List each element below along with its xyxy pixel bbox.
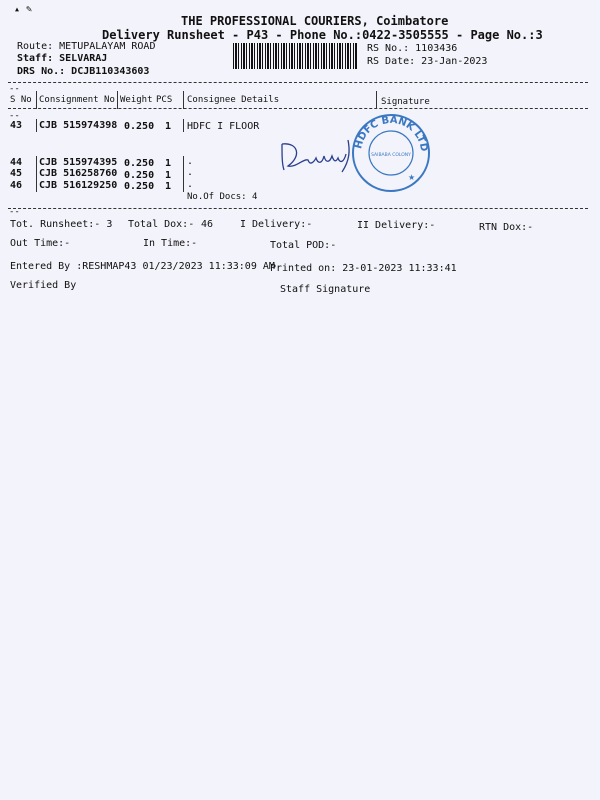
divider-top [8, 82, 588, 83]
col-sep [36, 156, 37, 192]
no-of-docs: No.Of Docs: 4 [187, 192, 258, 202]
divider-header [8, 108, 588, 109]
in-time: In Time:- [143, 238, 198, 249]
dash-marker: -- [9, 84, 20, 94]
table-row-consignee: HDFC I FLOOR [187, 121, 260, 132]
staff-label: Staff: SELVARAJ [17, 53, 108, 64]
col-sep [36, 119, 37, 132]
i-delivery: I Delivery:- [240, 219, 313, 230]
out-time: Out Time:- [10, 238, 71, 249]
rs-date: RS Date: 23-Jan-2023 [367, 56, 488, 67]
col-sep [36, 91, 37, 109]
header-pcs: PCS [156, 95, 173, 105]
svg-text:HDFC BANK LTD [353, 115, 429, 153]
runsheet-title: Delivery Runsheet - P43 - Phone No.:0422-3505555 - Page No.:3 [102, 28, 543, 42]
divider-bottom [8, 208, 588, 209]
col-sep [183, 91, 184, 109]
table-row-consignee: . [187, 179, 194, 190]
route-label: Route: METUPALAYAM ROAD [17, 41, 156, 52]
header-weight: Weight [120, 95, 153, 105]
ii-delivery: II Delivery:- [357, 220, 436, 231]
tot-runsheet: Tot. Runsheet:- 3 [10, 219, 113, 230]
table-row-consignment: CJB 515974398 [39, 120, 118, 131]
entered-by: Entered By :RESHMAP43 01/23/2023 11:33:09 AM [10, 261, 275, 272]
verified-by: Verified By [10, 280, 77, 291]
table-row-sno: 43 [10, 120, 23, 131]
table-row-weight: 0.250 [124, 158, 155, 169]
header-sno: S No [10, 95, 32, 105]
table-row-consignee: . [187, 156, 194, 167]
table-row-sno: 45 [10, 168, 23, 179]
table-row-pcs: 1 [165, 181, 172, 192]
table-row-consignee: . [187, 167, 194, 178]
table-row-weight: 0.250 [124, 181, 155, 192]
bank-stamp [350, 112, 432, 194]
col-sep [376, 91, 377, 109]
table-row-pcs: 1 [165, 170, 172, 181]
total-dox-label: Total Dox:- [128, 219, 195, 230]
drs-number: DRS No.: DCJB110343603 [17, 66, 150, 77]
table-row-consignment: CJB 516129250 [39, 180, 118, 191]
stamp-ring-text: HDFC BANK LTD [353, 114, 430, 153]
table-row-consignment: CJB 515974395 [39, 157, 118, 168]
table-row-weight: 0.250 [124, 170, 155, 181]
dash-marker: -- [9, 207, 20, 217]
col-sep [183, 156, 184, 192]
table-row-sno: 46 [10, 180, 23, 191]
table-row-pcs: 1 [165, 121, 172, 132]
rs-number: RS No.: 1103436 [367, 43, 458, 54]
dash-marker: -- [9, 111, 20, 121]
stamp-center-text: SAIBABA COLONY [371, 153, 411, 158]
handwritten-signature [276, 136, 358, 176]
table-row-pcs: 1 [165, 158, 172, 169]
barcode [233, 43, 357, 69]
table-row-consignment: CJB 516258760 [39, 168, 118, 179]
total-pod: Total POD:- [270, 240, 337, 251]
table-row-sno: 44 [10, 157, 23, 168]
table-row-weight: 0.250 [124, 121, 155, 132]
staff-signature: Staff Signature [280, 284, 371, 295]
col-sep [117, 91, 118, 109]
stamp-star-icon: ★ [408, 173, 416, 182]
header-consignment: Consignment No [39, 95, 115, 105]
scan-mark-icon: ▴ ✎ [14, 4, 33, 15]
company-title: THE PROFESSIONAL COURIERS, Coimbatore [181, 14, 449, 28]
header-consignee: Consignee Details [187, 95, 280, 105]
printed-on: Printed on: 23-01-2023 11:33:41 [270, 263, 457, 274]
header-signature: Signature [381, 97, 430, 107]
col-sep [183, 119, 184, 132]
total-dox-value: 46 [201, 219, 214, 230]
rtn-dox: RTN Dox:- [479, 222, 534, 233]
